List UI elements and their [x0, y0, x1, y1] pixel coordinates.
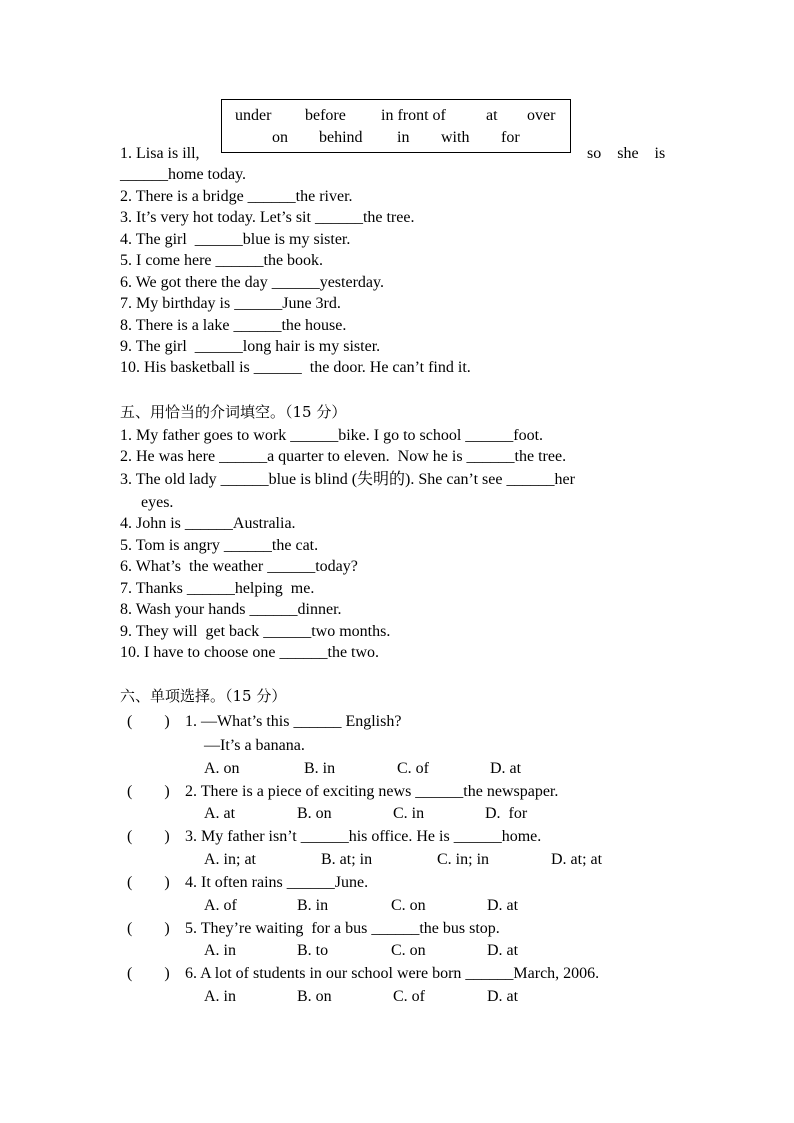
option-c: C. in — [393, 805, 425, 822]
word-option: at — [486, 107, 498, 124]
option-b: B. on — [297, 988, 332, 1005]
question-stem: 3. My father isn’t ______his office. He is ______home. — [185, 828, 542, 845]
word-option: before — [305, 107, 346, 124]
question-stem: 1. —What’s this ______ English? — [185, 713, 402, 730]
word-option: with — [441, 129, 470, 146]
option-a: A. in; at — [204, 851, 256, 868]
option-d: D. at — [487, 988, 519, 1005]
word-option: on — [272, 129, 288, 146]
question-line: 6. We got there the day ______yesterday. — [120, 274, 384, 291]
answer-bracket: ( ) — [127, 783, 170, 800]
option-a: A. in — [204, 988, 236, 1005]
word-box-row-1 — [222, 106, 570, 126]
question-line: 4. The girl ______blue is my sister. — [120, 231, 351, 248]
question-line: 8. There is a lake ______the house. — [120, 317, 347, 334]
word-box — [221, 99, 571, 153]
option-a: A. in — [204, 942, 236, 959]
question-line: 6. What’s the weather ______today? — [120, 558, 358, 575]
option-c: C. on — [391, 942, 426, 959]
question-line: 2. There is a bridge ______the river. — [120, 188, 353, 205]
option-c: C. in; in — [437, 851, 490, 868]
option-a: A. of — [204, 897, 237, 914]
question-stem: 5. They’re waiting for a bus ______the bus stop. — [185, 920, 500, 937]
question-stem: —It’s a banana. — [204, 737, 305, 754]
option-d: D. for — [485, 805, 528, 822]
answer-bracket: ( ) — [127, 920, 170, 937]
option-d: D. at — [487, 942, 519, 959]
question-line: 10. I have to choose one ______the two. — [120, 644, 380, 661]
option-d: D. at — [487, 897, 519, 914]
question-line: ______home today. — [120, 166, 247, 183]
option-a: A. at — [204, 805, 236, 822]
question-line: 5. Tom is angry ______the cat. — [120, 537, 319, 554]
question-line: 4. John is ______Australia. — [120, 515, 296, 532]
question-line: eyes. — [141, 494, 174, 511]
question-line: 2. He was here ______a quarter to eleven. Now he is ______the tree. — [120, 448, 567, 465]
question-line: 3. The old lady ______blue is blind (失明的). She can’t see ______her — [120, 471, 575, 488]
option-d: D. at; at — [551, 851, 603, 868]
question-line: 9. The girl ______long hair is my sister. — [120, 338, 381, 355]
question-line: 7. My birthday is ______June 3rd. — [120, 295, 341, 312]
question-line: 10. His basketball is ______ the door. He can’t find it. — [120, 359, 471, 376]
option-b: B. at; in — [321, 851, 373, 868]
question-stem: 2. There is a piece of exciting news ______the newspaper. — [185, 783, 559, 800]
option-b: B. in — [304, 760, 336, 777]
question-stem: 4. It often rains ______June. — [185, 874, 369, 891]
question-line: 3. It’s very hot today. Let’s sit ______the tree. — [120, 209, 415, 226]
option-c: C. of — [393, 988, 425, 1005]
question-line: 7. Thanks ______helping me. — [120, 580, 315, 597]
word-option: in — [397, 129, 410, 146]
word-option: for — [501, 129, 520, 146]
word-option: over — [527, 107, 556, 124]
option-b: B. in — [297, 897, 329, 914]
question-line: so she is — [587, 145, 666, 162]
word-option: in front of — [381, 107, 446, 124]
question-line: 1. Lisa is ill, — [120, 145, 200, 162]
section-heading: 五、用恰当的介词填空。（15 分） — [120, 403, 347, 421]
answer-bracket: ( ) — [127, 874, 170, 891]
option-a: A. on — [204, 760, 240, 777]
option-b: B. to — [297, 942, 329, 959]
question-line: 1. My father goes to work ______bike. I go to school ______foot. — [120, 427, 544, 444]
question-line: 9. They will get back ______two months. — [120, 623, 391, 640]
section-heading: 六、单项选择。（15 分） — [120, 687, 287, 705]
option-d: D. at — [490, 760, 522, 777]
option-b: B. on — [297, 805, 332, 822]
answer-bracket: ( ) — [127, 713, 170, 730]
word-option: behind — [319, 129, 363, 146]
word-box-row-2 — [222, 128, 570, 148]
answer-bracket: ( ) — [127, 965, 170, 982]
question-line: 5. I come here ______the book. — [120, 252, 324, 269]
answer-bracket: ( ) — [127, 828, 170, 845]
question-stem: 6. A lot of students in our school were born ______March, 2006. — [185, 965, 600, 982]
word-option: under — [235, 107, 272, 124]
question-line: 8. Wash your hands ______dinner. — [120, 601, 342, 618]
option-c: C. on — [391, 897, 426, 914]
option-c: C. of — [397, 760, 429, 777]
